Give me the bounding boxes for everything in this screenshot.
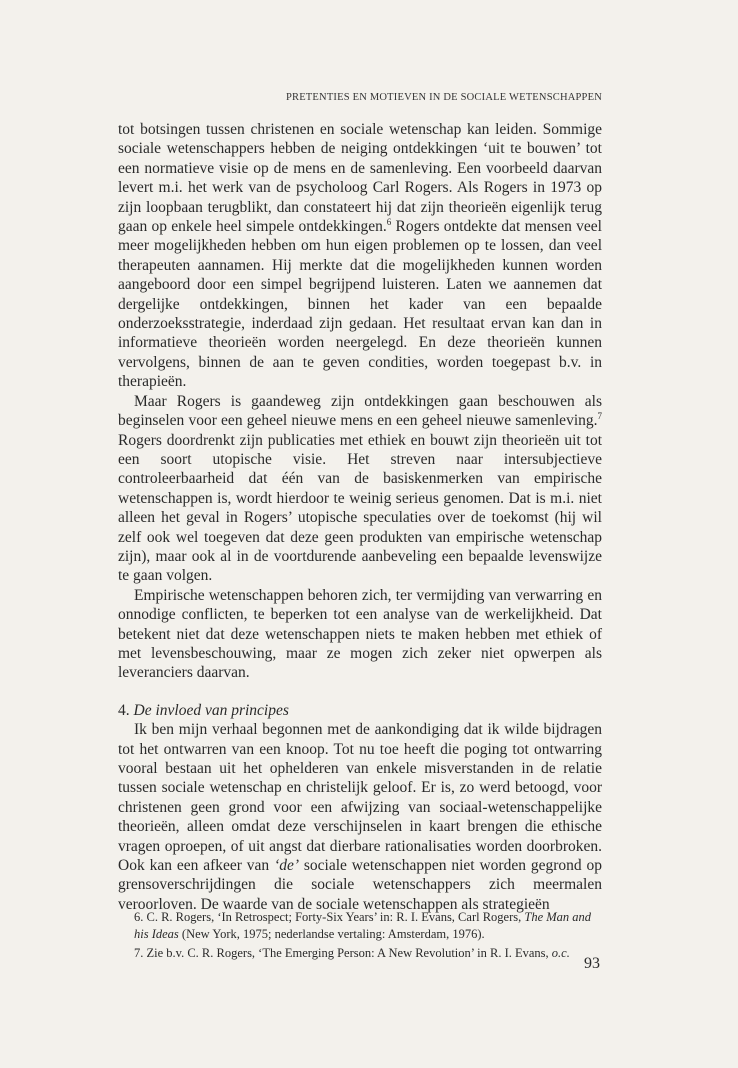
paragraph-4-text-b: sociale wetenschappen niet worden gegrond op grensoverschrijdingen die sociale wetenschappers zich meermalen veroorloven. De waarde van de sociale wetenschappen als strategieën bbox=[118, 857, 602, 913]
page-number: 93 bbox=[584, 955, 600, 972]
running-header: PRETENTIES EN MOTIEVEN IN DE SOCIALE WETENSCHAPPEN bbox=[285, 92, 602, 103]
section-number: 4. bbox=[118, 701, 130, 719]
paragraph-4-text-a: Ik ben mijn verhaal begonnen met de aankondiging dat ik wilde bijdragen tot het ontwarren van een knoop. Tot nu toe heeft die poging tot ontwarring vooral bestaan uit het ophelderen van enkele misverstanden in de relatie tussen sociale wetenschap en christelijk geloof. Er is, zo werd betoogd, voor christenen geen grond voor een afwijzing van sociaal-wetenschappelijke theorieën, alleen omdat deze verschijnselen in kaart brengen die ethische vragen oproepen, of uit angst dat dierbare rationalisaties worden doorbroken. Ook kan een afkeer van bbox=[118, 721, 602, 875]
paragraph-3: Empirische wetenschappen behoren zich, ter vermijding van verwarring en onnodige conflicten, te beperken tot een analyse van de werkelijkheid. Dat betekent niet dat deze wetenschappen niets te maken hebben met ethiek of met levensbeschouwing, maar ze mogen zich zeker niet opwerpen als leveranciers daarvan. bbox=[118, 586, 602, 682]
footnote-7-italic: o.c. bbox=[551, 946, 570, 960]
footnote-7-text-a: Zie b.v. C. R. Rogers, ‘The Emerging Person: A New Revolution’ in R. I. Evans, bbox=[146, 946, 552, 960]
paragraph-1-text-a: tot botsingen tussen christenen en sociale wetenschap kan leiden. Sommige sociale wetenschappers hebben de neiging ontdekkingen ‘uit te bouwen’ tot een normatieve visie op de mens en de samenleving. Een voorbeeld daarvan levert m.i. het werk van de psycholoog Carl Rogers. Als Rogers in 1973 op zijn loopbaan terugblikt, dan constateert hij dat zijn theorieën eigenlijk terug gaan op enkele heel simpele ontdekkingen. bbox=[118, 121, 602, 236]
paragraph-1 bbox=[118, 120, 602, 392]
footnote-6-number: 6. bbox=[134, 910, 144, 924]
section-title: De invloed van principes bbox=[133, 701, 289, 719]
paragraph-2-text-b: Rogers doordrenkt zijn publicaties met ethiek en bouwt zijn theorieën uit tot een soort utopische visie. Het streven naar intersubjectieve controleerbaarheid dat één van de basiskenmerken van empirische wetenschappen is, wordt hierdoor te weinig serieus genomen. Dat is m.i. niet alleen het geval in Rogers’ utopische speculaties over de toekomst (hij wil zelf ook wel toegeven dat deze geen produkten van empirische wetenschap zijn), maar ook al in de voortdurende aanbeveling een bepaalde levenswijze te gaan volgen. bbox=[118, 431, 602, 585]
paragraph-2-text-a: Maar Rogers is gaandeweg zijn ontdekkingen gaan beschouwen als beginselen voor een geheel nieuwe mens en een geheel nieuwe samenleving. bbox=[118, 392, 602, 430]
footnote-ref-6[interactable]: 6 bbox=[386, 216, 392, 227]
paragraph-4 bbox=[118, 720, 602, 914]
footnote-7 bbox=[118, 945, 602, 962]
footnote-6-italic: The Man and his Ideas bbox=[134, 910, 592, 941]
footnote-6 bbox=[118, 909, 602, 943]
paragraph-1-text-b: Rogers ontdekte dat mensen veel meer mogelijkheden hebben om hun eigen problemen op te lossen, dan veel therapeuten aannamen. Hij merkte dat die mogelijkheden kunnen worden aangeboord door een simpel begrijpend luisteren. Laten we aannemen dat dergelijke ontdekkingen, binnen het kader van een bepaalde onderzoeksstrategie, inderdaad zijn gedaan. Het resultaat ervan kan dan in informatieve theorieën worden neergelegd. En deze theorieën kunnen vervolgens, binnen de aan te geven condities, worden toegepast b.v. in therapieën. bbox=[118, 218, 602, 391]
footnote-7-number: 7. bbox=[134, 946, 144, 960]
paragraph-2 bbox=[118, 392, 602, 586]
footnote-ref-7[interactable]: 7 bbox=[597, 410, 602, 421]
footnotes bbox=[118, 909, 602, 964]
footnote-6-text-b: (New York, 1975; nederlandse vertaling: Amsterdam, 1976). bbox=[178, 927, 485, 941]
body-text bbox=[118, 120, 602, 914]
footnote-6-text-a: C. R. Rogers, ‘In Retrospect; Forty-Six Years’ in: R. I. Evans, Carl Rogers, bbox=[146, 910, 525, 924]
paragraph-4-italic: ‘de’ bbox=[274, 857, 300, 875]
section-heading bbox=[118, 701, 602, 720]
